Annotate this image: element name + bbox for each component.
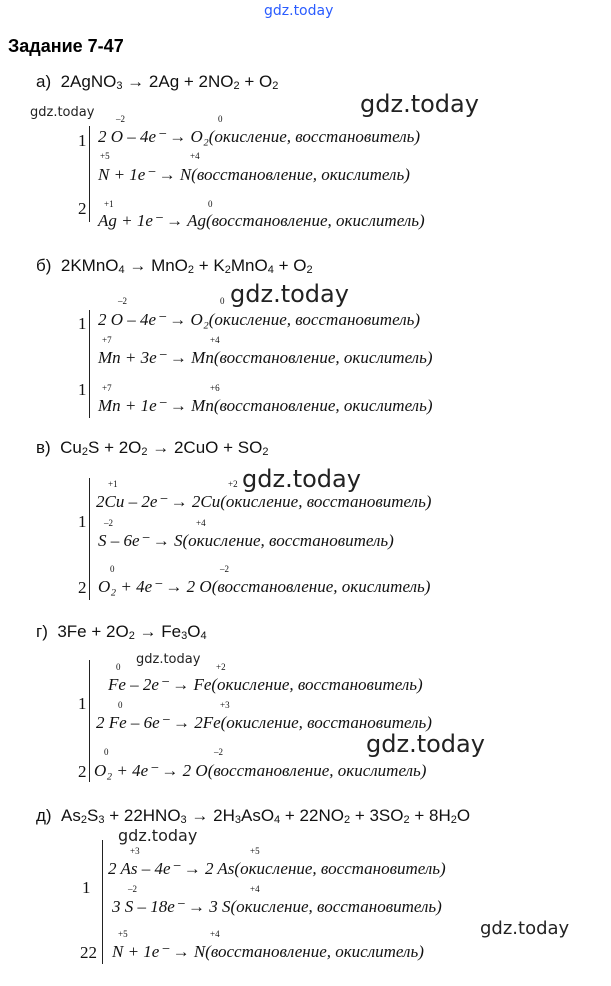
section-b-equation: б) 2KMnO$_4$ → $MnO_2 + K_2MnO_4 + O_2$ [36,256,313,276]
half-reaction: O₂ + 4e⁻ → 2 O(восстановление, окислитель) [98,577,431,596]
oxidation-state: –2 [214,747,223,757]
watermark-top: gdz.today [264,3,334,19]
bracket-line [102,840,103,964]
oxidation-state: –2 [220,564,229,574]
bracket-line [89,660,90,782]
half-reaction: Fe – 2e⁻ → Fe(окисление, восстановитель) [108,675,423,694]
half-reaction: 2Cu – 2e⁻ → 2Cu(окисление, восстановитель) [96,492,432,511]
oxidation-state: +7 [102,335,112,345]
oxidation-state: +4 [210,335,220,345]
coefficient: 1 [78,512,87,531]
watermark: gdz.today [136,652,201,667]
oxidation-state: +4 [210,929,220,939]
half-reaction: Mn + 3e⁻ → Mn(восстановление, окислитель) [98,348,433,367]
half-reaction: 2 O – 4e⁻ → O₂(окисление, восстановитель) [98,310,421,329]
coefficient: 2 [78,199,87,218]
equation-label: г) [36,622,48,641]
task-title: Задание 7-47 [8,36,124,56]
coefficient: 1 [78,694,87,713]
section-v-equation: в) $Cu_2S + 2O_2 \to 2CuO + SO_2$ [36,438,269,458]
section-d-equation: д) $As_2S_3 + 22HNO_3 \to 2H_3AsO_4 + 22NO_2 + 3SO_2 + 8H_2O$ [36,806,471,826]
half-reaction: 2 Fe – 6e⁻ → 2Fe(окисление, восстановитель) [96,713,432,732]
oxidation-state: +4 [190,151,200,161]
half-reaction: Mn + 1e⁻ → Mn(восстановление, окислитель) [98,396,433,415]
oxidation-state: +4 [250,884,260,894]
oxidation-state: –2 [118,296,127,306]
oxidation-state: +5 [250,846,260,856]
coefficient: 22 [80,943,97,962]
section-a-equation: а) 2AgNO$_3$ → $2Ag + 2NO_2 + O_2$ [36,72,279,92]
oxidation-state: +7 [102,383,112,393]
bracket-line [89,310,90,418]
oxidation-state: +5 [118,929,128,939]
oxidation-state: +1 [108,479,118,489]
half-reaction: 2 O – 4e⁻ → O₂(окисление, восстановитель) [98,127,421,146]
coefficient: 1 [78,131,87,150]
oxidation-state: +5 [100,151,110,161]
oxidation-state: –2 [128,884,137,894]
oxidation-state: +1 [104,199,114,209]
half-reaction: N + 1e⁻ → N(восстановление, окислитель) [98,165,410,184]
oxidation-state: –2 [104,518,113,528]
watermark: gdz.today [230,280,349,308]
equation-label: д) [36,806,52,825]
equation-label: в) [36,438,51,457]
watermark: gdz.today [242,465,361,493]
coefficient: 2 [78,762,87,781]
oxidation-state: –2 [116,114,125,124]
oxidation-state: 0 [116,662,121,672]
watermark: gdz.today [366,730,485,758]
watermark: gdz.today [480,918,570,939]
half-reaction: O₂ + 4e⁻ → 2 O(восстановление, окислитель) [94,761,427,780]
equation-label: а) [36,72,52,91]
coefficient: 1 [82,878,91,897]
bracket-line [89,478,90,600]
oxidation-state: +4 [196,518,206,528]
oxidation-state: 0 [110,564,115,574]
oxidation-state: +3 [130,846,140,856]
oxidation-state: 0 [208,199,213,209]
coefficient: 1 [78,380,87,399]
bracket-line [89,126,90,222]
section-g-equation: г) $3Fe + 2O_2 \to Fe_3O_4$ [36,622,207,642]
oxidation-state: +2 [228,479,238,489]
half-reaction: 2 As – 4e⁻ → 2 As(окисление, восстановитель) [108,859,446,878]
oxidation-state: 0 [218,114,223,124]
watermark: gdz.today [118,826,198,845]
oxidation-state: 0 [220,296,225,306]
half-reaction: Ag + 1e⁻ → Ag(восстановление, окислитель) [98,211,425,230]
half-reaction: S – 6e⁻ → S(окисление, восстановитель) [98,531,394,550]
coefficient: 2 [78,578,87,597]
watermark: gdz.today [30,105,95,120]
oxidation-state: +3 [220,700,230,710]
oxidation-state: 0 [118,700,123,710]
oxidation-state: 0 [104,747,109,757]
oxidation-state: +6 [210,383,220,393]
oxidation-state: +2 [216,662,226,672]
half-reaction: 3 S – 18e⁻ → 3 S(окисление, восстановитель) [112,897,442,916]
equation-label: б) [36,256,52,275]
half-reaction: N + 1e⁻ → N(восстановление, окислитель) [112,942,424,961]
watermark: gdz.today [360,90,479,118]
coefficient: 1 [78,314,87,333]
